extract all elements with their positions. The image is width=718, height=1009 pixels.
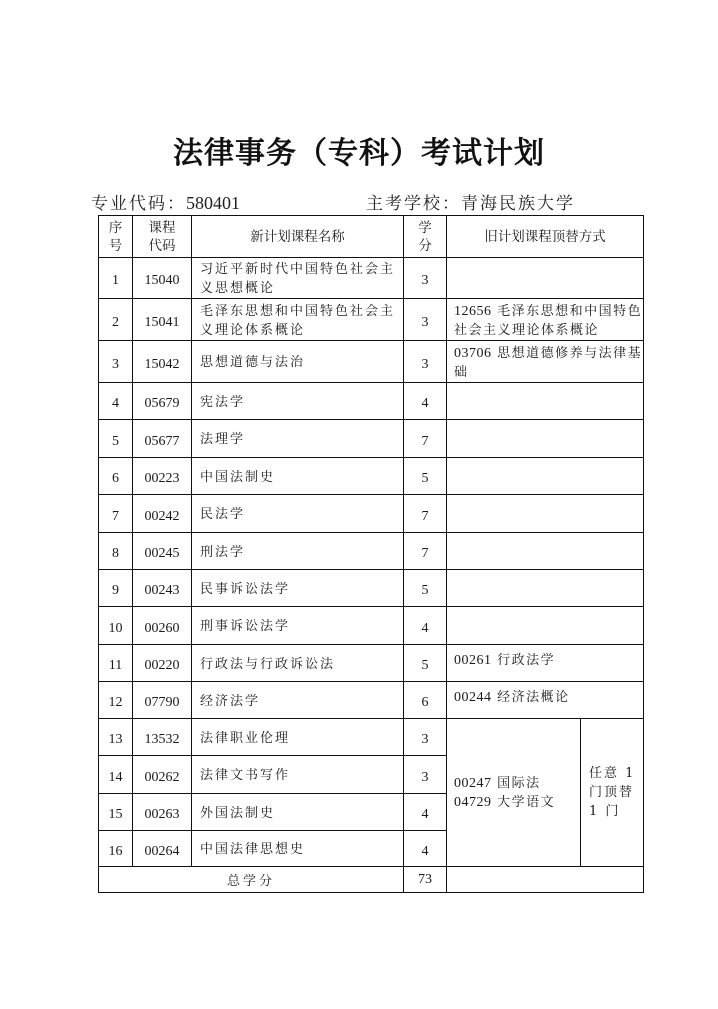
table-row [99,299,644,341]
row-code: 15042 [133,341,192,383]
exam-school-label: 主考学校： [366,194,461,214]
row-replace [447,495,644,533]
row-name: 民法学 [192,495,404,533]
table-row [99,607,644,645]
group-replace-note: 任意 1 门顶替 1 门 [581,719,644,867]
total-label: 总学分 [99,867,404,893]
row-seq: 1 [99,258,133,299]
row-seq: 5 [99,420,133,458]
header-code: 课程 代码 [133,216,192,258]
group-replace-line-1: 00247 国际法 [454,775,541,791]
row-name: 习近平新时代中国特色社会主义思想概论 [192,258,404,299]
row-name: 法律文书写作 [192,756,404,794]
header-seq: 序 号 [99,216,133,258]
group-replace [447,719,581,867]
row-seq: 11 [99,645,133,682]
row-code: 00260 [133,607,192,645]
row-name: 法理学 [192,420,404,458]
table-row [99,258,644,299]
row-seq: 9 [99,570,133,607]
row-credit: 5 [404,458,447,495]
row-seq: 13 [99,719,133,756]
table-row [99,719,644,756]
row-seq: 10 [99,607,133,645]
row-credit: 4 [404,607,447,645]
total-value: 73 [404,867,447,893]
row-credit: 3 [404,341,447,383]
row-code: 15040 [133,258,192,299]
row-replace: 00261 行政法学 [447,645,644,682]
table-row [99,458,644,495]
row-replace [447,607,644,645]
row-credit: 6 [404,682,447,719]
major-code-label: 专业代码： [91,194,186,214]
row-code: 13532 [133,719,192,756]
row-name: 刑事诉讼法学 [192,607,404,645]
row-credit: 3 [404,756,447,794]
table-row [99,570,644,607]
row-credit: 3 [404,258,447,299]
group-replace-line-2: 04729 大学语文 [454,794,556,810]
row-credit: 4 [404,794,447,831]
row-name: 民事诉讼法学 [192,570,404,607]
table-row [99,383,644,420]
row-replace [447,420,644,458]
document-title: 法律事务（专科）考试计划 [173,136,545,171]
row-credit: 5 [404,645,447,682]
total-replace-empty [447,867,644,893]
row-code: 00263 [133,794,192,831]
row-replace: 03706 思想道德修养与法律基础 [447,341,644,383]
row-name: 中国法制史 [192,458,404,495]
row-replace: 12656 毛泽东思想和中国特色社会主义理论体系概论 [447,299,644,341]
table-row [99,341,644,383]
row-credit: 7 [404,495,447,533]
row-replace [447,533,644,570]
row-code: 05679 [133,383,192,420]
row-seq: 7 [99,495,133,533]
row-credit: 5 [404,570,447,607]
row-code: 07790 [133,682,192,719]
row-replace: 00244 经济法概论 [447,682,644,719]
table-row [99,533,644,570]
major-code-value: 580401 [186,193,240,213]
row-seq: 15 [99,794,133,831]
row-credit: 4 [404,383,447,420]
row-seq: 2 [99,299,133,341]
row-code: 00262 [133,756,192,794]
row-name: 行政法与行政诉讼法 [192,645,404,682]
header-replace: 旧计划课程顶替方式 [447,216,644,258]
header-credit: 学 分 [404,216,447,258]
row-credit: 3 [404,719,447,756]
row-name: 法律职业伦理 [192,719,404,756]
row-code: 15041 [133,299,192,341]
row-credit: 3 [404,299,447,341]
row-seq: 16 [99,831,133,867]
row-seq: 4 [99,383,133,420]
row-name: 外国法制史 [192,794,404,831]
row-name: 思想道德与法治 [192,341,404,383]
row-code: 00264 [133,831,192,867]
row-credit: 7 [404,533,447,570]
row-seq: 3 [99,341,133,383]
row-name: 毛泽东思想和中国特色社会主义理论体系概论 [192,299,404,341]
header-name: 新计划课程名称 [192,216,404,258]
row-code: 00223 [133,458,192,495]
exam-plan-table [98,215,644,893]
table-row [99,682,644,719]
table-row [99,645,644,682]
row-replace [447,383,644,420]
row-seq: 8 [99,533,133,570]
row-replace [447,258,644,299]
major-code [91,189,240,214]
row-name: 刑法学 [192,533,404,570]
exam-school [366,189,575,214]
exam-school-value: 青海民族大学 [461,194,575,214]
row-name: 中国法律思想史 [192,831,404,867]
row-seq: 14 [99,756,133,794]
row-code: 05677 [133,420,192,458]
row-replace [447,458,644,495]
table-row [99,420,644,458]
row-seq: 12 [99,682,133,719]
row-code: 00245 [133,533,192,570]
row-replace [447,570,644,607]
row-code: 00243 [133,570,192,607]
row-credit: 4 [404,831,447,867]
table-header-row [99,216,644,258]
row-name: 宪法学 [192,383,404,420]
row-credit: 7 [404,420,447,458]
table-row [99,495,644,533]
row-code: 00242 [133,495,192,533]
total-row [99,867,644,893]
row-name: 经济法学 [192,682,404,719]
row-seq: 6 [99,458,133,495]
row-code: 00220 [133,645,192,682]
